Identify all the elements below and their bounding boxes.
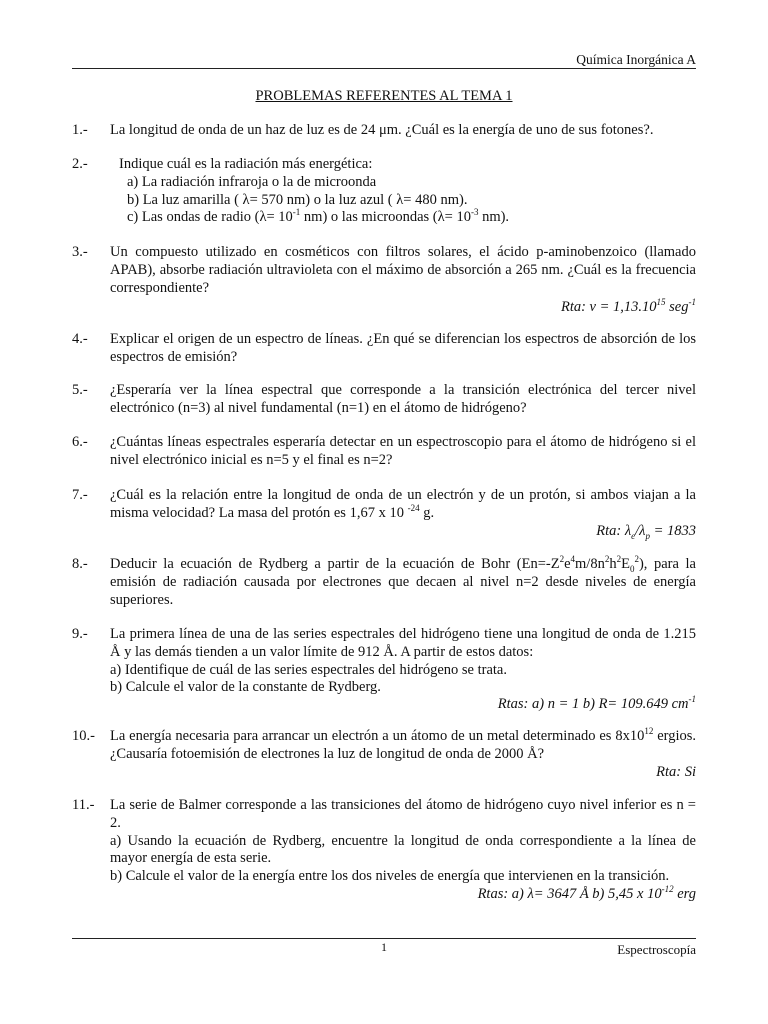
answer: Rta: $\nu = 1,13.10^{15}$ seg$^{-1}$ — [560, 297, 696, 316]
problem-3 — [72, 244, 696, 317]
problem-1 — [72, 122, 696, 140]
answer: Rta: $\lambda_e/\lambda_p = 1833$ — [596, 522, 696, 541]
problem-text: La primera línea de una de las series espectrales del hidrógeno tiene una longitud de onda de 1.215 Å y las demás tienden a un valor límite de 912 Å. A partir de estos datos: — [110, 626, 696, 660]
option-c: c) Las ondas de radio ($\lambda= 10^{-1}$ nm) o las microondas ($\lambda= 10^{-3}$ nm). — [127, 207, 510, 226]
answer: Rta: Si — [656, 763, 696, 780]
problem-9 — [72, 626, 696, 714]
problem-text: La energía necesaria para arrancar un electrón a un átomo de un metal determinado es $8x10^{12}$ ergios. ¿Causaría fotoemisión de electrones la luz de longitud de onda de 2000 Å? — [110, 726, 696, 762]
problem-8 — [72, 556, 696, 609]
problem-text: ¿Cuántas líneas espectrales esperaría detectar en un espectroscopio para el átomo de hidrógeno si el nivel electrónico inicial es n=5 y el final es n=2? — [110, 434, 696, 468]
problem-text: Explicar el origen de un espectro de líneas. ¿En qué se diferencian los espectros de absorción de los espectros de emisión? — [110, 331, 696, 365]
problem-text: Deducir la ecuación de Rydberg a partir de la ecuación de Bohr $(En=-Z^2e^4m/8n^2h^2E_0^2)$, para la emisión de radiación causada por electrones que decaen al nivel n=2 desde niveles de energía superiores. — [110, 554, 696, 608]
header-rule — [72, 68, 696, 69]
header-course: Química Inorgánica A — [576, 52, 696, 67]
problem-number: 11.- — [72, 797, 95, 813]
problem-number: 3.- — [72, 244, 88, 260]
problem-number: 8.- — [72, 556, 88, 572]
problem-text: ¿Esperaría ver la línea espectral que corresponde a la transición electrónica del tercer nivel electrónico (n=3) al nivel fundamental (n=1) en el átomo de hidrógeno? — [110, 382, 696, 416]
option-b: b) Calcule el valor de la energía entre los dos niveles de energía que intervienen en la transición. — [110, 868, 670, 885]
problem-6 — [72, 434, 696, 470]
answer: Rtas: a) n = 1 b) R= 109.649 $cm^{-1}$ — [497, 694, 696, 713]
problem-text: La serie de Balmer corresponde a las transiciones del átomo de hidrógeno cuyo nivel inferior es n = 2. — [110, 797, 696, 831]
option-a: a) Identifique de cuál de las series espectrales del hidrógeno se trata. — [110, 661, 507, 678]
footer-topic: Espectroscopía — [617, 942, 696, 957]
problem-7 — [72, 487, 696, 540]
problem-text: ¿Cuál es la relación entre la longitud de onda de un electrón y de un protón, si ambos viajan a la misma velocidad? La masa del protón es 1,67 x 10 $^{-24}$ g. — [110, 487, 696, 521]
problem-number: 10.- — [72, 728, 95, 744]
problem-number: 6.- — [72, 434, 88, 450]
problem-text: La longitud de onda de un haz de luz es de 24 μm. ¿Cuál es la energía de uno de sus fotones?. — [110, 122, 654, 138]
problem-text: Indique cuál es la radiación más energética: — [119, 156, 373, 172]
page-number: 1 — [381, 940, 387, 954]
problem-number: 1.- — [72, 122, 88, 138]
page-title: PROBLEMAS REFERENTES AL TEMA 1 — [255, 88, 513, 104]
answer: Rtas: a) λ= 3647 Å b) 5,45 x $10^{-12}$ erg — [477, 884, 696, 902]
problem-number: 2.- — [72, 156, 88, 172]
problem-10 — [72, 728, 696, 781]
problem-5 — [72, 382, 696, 418]
problem-2 — [72, 156, 696, 227]
option-a: a) La radiación infraroja o la de microonda — [127, 173, 377, 190]
footer-rule — [72, 938, 696, 939]
problem-number: 7.- — [72, 487, 88, 503]
problem-text: Un compuesto utilizado en cosméticos con filtros solares, el ácido p-aminobenzoico (llamado APAB), absorbe radiación ultravioleta con el máximo de absorción a 265 nm. ¿Cuál es la frecuencia correspondiente? — [110, 244, 696, 296]
problem-number: 4.- — [72, 331, 88, 347]
problem-4 — [72, 331, 696, 367]
option-b: b) La luz amarilla ( λ= 570 nm) o la luz azul ( λ= 480 nm). — [127, 191, 468, 208]
problem-number: 9.- — [72, 626, 88, 642]
problem-number: 5.- — [72, 382, 88, 398]
problem-11 — [72, 797, 696, 904]
option-b: b) Calcule el valor de la constante de Rydberg. — [110, 679, 381, 696]
option-a: a) Usando la ecuación de Rydberg, encuentre la longitud de onda correspondiente a la línea de mayor energía de esta serie. — [110, 832, 696, 867]
